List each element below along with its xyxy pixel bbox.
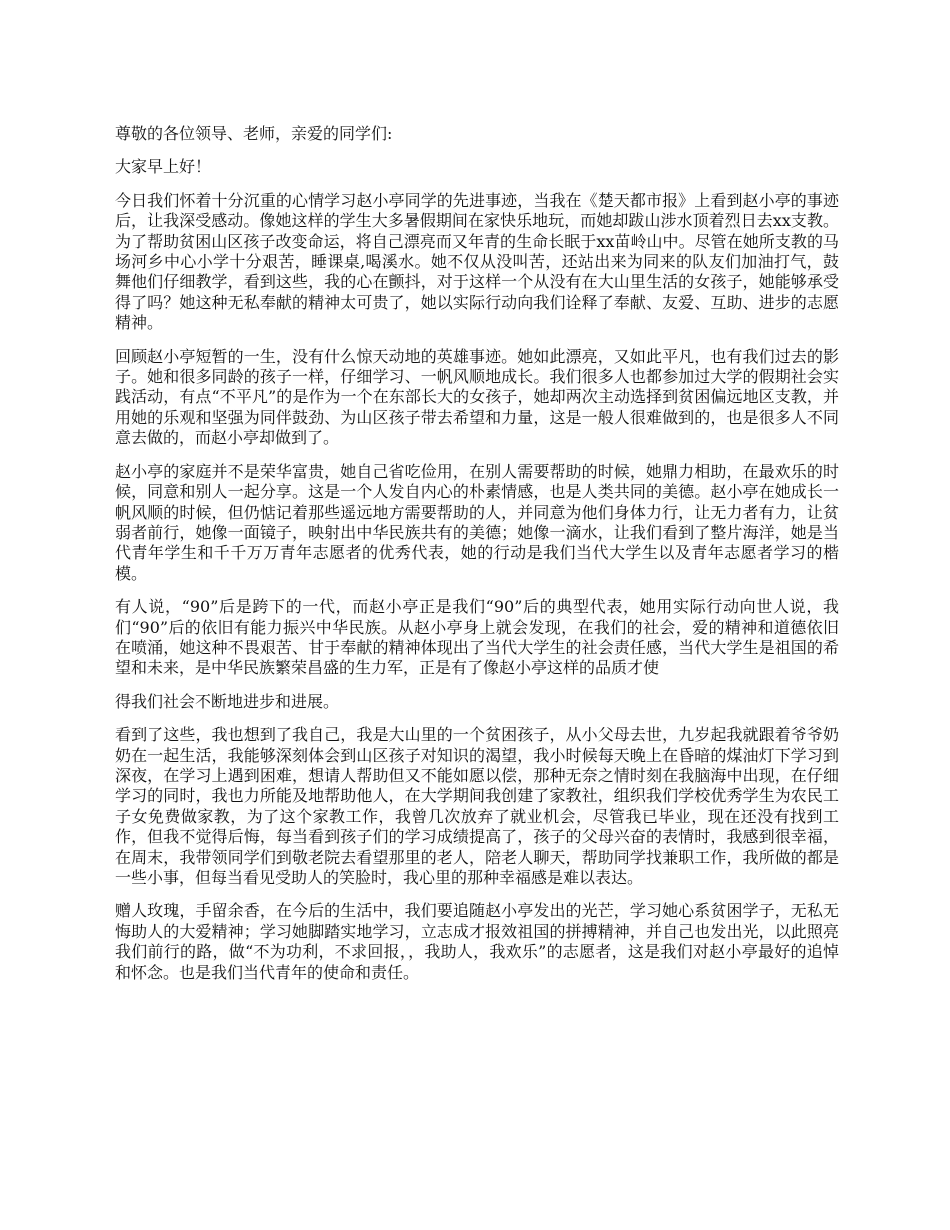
greeting: 大家早上好！ (115, 157, 212, 177)
salutation: 尊敬的各位领导、老师，亲爱的同学们: (115, 124, 393, 143)
paragraph-4-continued: 得我们社会不断地进步和进展。 (115, 691, 340, 711)
paragraph-3: 赵小亭的家庭并不是荣华富贵，她自己省吃俭用，在别人需要帮助的时候，她鼎力相助，在最欢乐的时候，同意和别人一起分享。这是一个人发自内心的朴素情感，也是人类共同的美德。赵小亭在她成长一帆风顺的时候，但仍惦记着那些遥远地方需要帮助的人，并同意为他们身体力行，让无力者有力，让贫弱者前行，她像一面镜子，映射出中华民族共有的美德；她像一滴水，让我们看到了整片海洋，她是当代青年学生和千千万万青年志愿者的优秀代表，她的行动是我们当代大学生以及青年志愿者学习的楷模。 (115, 461, 839, 583)
paragraph-4: 有人说，“90”后是跨下的一代，而赵小亭正是我们“90”后的典型代表，她用实际行动向世人说，我们“90”后的依旧有能力振兴中华民族。从赵小亭身上就会发现，在我们的社会，爱的精神和道德依旧在喷涌，她这种不畏艰苦、甘于奉献的精神体现出了当代大学生的社会责任感，当代大学生是祖国的希望和未来，是中华民族繁荣昌盛的生力军，正是有了像赵小亭这样的品质才使 (115, 597, 839, 678)
paragraph-5: 看到了这些，我也想到了我自己，我是大山里的一个贫困孩子，从小父母去世，九岁起我就跟着爷爷奶奶在一起生活，我能够深刻体会到山区孩子对知识的渴望，我小时候每天晚上在昏暗的煤油灯下学习到深夜，在学习上遇到困难，想请人帮助但又不能如愿以偿，那种无奈之情时刻在我脑海中出现，在仔细学习的同时，我也力所能及地帮助他人，在大学期间我创建了家教社，组织我们学校优秀学生为农民工子女免费做家教，为了这个家教工作，我曾几次放弃了就业机会，尽管我已毕业，现在还没有找到工作，但我不觉得后悔，每当看到孩子们的学习成绩提高了，孩子的父母兴奋的表情时，我感到很幸福，在周末，我带领同学们到敬老院去看望那里的老人，陪老人聊天，帮助同学找兼职工作，我所做的都是一些小事，但每当看见受助人的笑脸时，我心里的那种幸福感是难以表达。 (115, 725, 839, 887)
paragraph-6: 赠人玫瑰，手留余香，在今后的生活中，我们要追随赵小亭发出的光芒，学习她心系贫困学子，无私无悔助人的大爱精神；学习她脚踏实地学习，立志成才报效祖国的拼搏精神，并自己也发出光，以此照亮我们前行的路，做“不为功利，不求回报，，我助人，我欢乐”的志愿者，这是我们对赵小亭最好的追悼和怀念。也是我们当代青年的使命和责任。 (115, 901, 839, 982)
document-body (115, 124, 839, 996)
paragraph-2: 回顾赵小亭短暂的一生，没有什么惊天动地的英雄事迹。她如此漂亮，又如此平凡，也有我们过去的影子。她和很多同龄的孩子一样，仔细学习、一帆风顺地成长。我们很多人也都参加过大学的假期社会实践活动，有点“不平凡”的是作为一个在东部长大的女孩子，她却两次主动选择到贫困偏远地区支教，并用她的乐观和坚强为同伴鼓劲、为山区孩子带去希望和力量，这是一般人很难做到的，也是很多人不同意去做的，而赵小亭却做到了。 (115, 346, 839, 448)
paragraph-1: 今日我们怀着十分沉重的心情学习赵小亭同学的先进事迹，当我在《楚天都市报》上看到赵小亭的事迹后，让我深受感动。像她这样的学生大多暑假期间在家快乐地玩，而她却跋山涉水顶着烈日去xx支教。为了帮助贫困山区孩子改变命运，将自己漂亮而又年青的生命长眠于xx苗岭山中。尽管在她所支教的马场河乡中心小学十分艰苦，睡课桌,喝溪水。她不仅从没叫苦，还站出来为同来的队友们加油打气，鼓舞他们仔细教学，看到这些，我的心在颤抖，对于这样一个从没有在大山里生活的女孩子，她能够承受得了吗？她这种无私奉献的精神太可贵了，她以实际行动向我们诠释了奉献、友爱、互助、进步的志愿精神。 (115, 190, 839, 333)
